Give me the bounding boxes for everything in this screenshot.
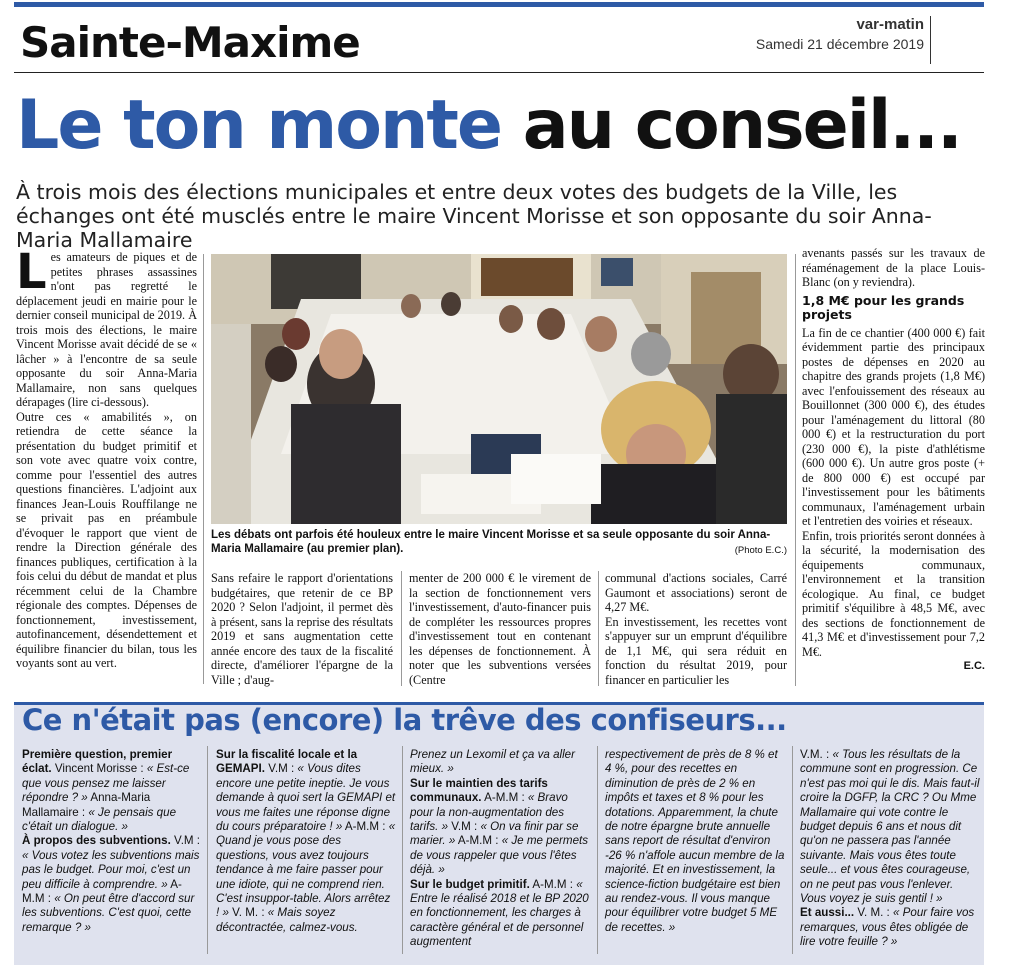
sidebar-column-4: respectivement de près de 8 % et 4 %, pour des recettes en diminution de près de 2 % en impôts et taxes et 8 % pour les dotations. Apparemment, la chute de notre épargne brute annuelle sans report de résultat d'environ -26 % n'affole aucun membre de la majorité. Et en investissement, la science-fiction budgétaire est bien au rendez-vous. Il vous manque pour équilibrer votre budget 5 ME de recettes. » xyxy=(605,748,785,934)
article-column-2 xyxy=(211,571,393,687)
photo-credit: (Photo E.C.) xyxy=(734,545,787,556)
article-column-5 xyxy=(802,246,985,674)
masthead-divider xyxy=(930,16,931,64)
column-divider xyxy=(792,746,793,954)
drop-cap: L xyxy=(16,244,47,300)
publication-date: Samedi 21 décembre 2019 xyxy=(755,36,924,52)
sidebar-column-3: Prenez un Lexomil et ça va aller mieux. » Sur le maintien des tarifs communaux. A-M.M : « Bravo pour la non-augmentation des tarifs. » V.M : « On va finir par se marier. » A-M.M : « Je me permets de vous rappeler que vous l'êtes déjà. » Sur le budget primitif. A-M.M : « Entre le réalisé 2018 et le BP 2020 en fonctionnement, les charges à caractère général et de personnel augmentent xyxy=(410,748,589,949)
column-divider xyxy=(401,571,402,686)
photo-illustration xyxy=(211,254,787,524)
photo-caption: Les débats ont parfois été houleux entre le maire Vincent Morisse et sa seule opposante du soir Anna-Maria Mallamaire (au premier plan). xyxy=(211,529,771,555)
council-meeting-photo xyxy=(211,254,787,524)
article-paragraph: En investissement, les recettes vont s'appuyer sur un emprunt d'équilibre de 1,1 M€, qui sera réduit en fonction du résultat 2019, pour financer en particulier les xyxy=(605,614,787,687)
author-signature: E.C. xyxy=(963,660,985,672)
article-paragraph: La fin de ce chantier (400 000 €) fait évidemment partie des principaux postes de dépenses en 2020 au chapitre des grands projets (1,8 M€) avec l'enfouissement des réseaux au Bouillonnet (300 000 €), des études pour l'aménagement du littoral (80 000 €) et la restructuration du port (230 000 €), la piste d'athlétisme (600 000 €). Un autre gros poste (+ de 800 000 €) est occupé par l'investissement pour les bâtiments communaux, l'aménagement urbain et l'entretien des voiries et réseaux. xyxy=(802,325,985,528)
column-divider xyxy=(597,746,598,954)
article-column-4 xyxy=(605,571,787,687)
headline xyxy=(16,86,961,165)
sidebar-title: Ce n'était pas (encore) la trêve des confiseurs... xyxy=(22,703,787,737)
sidebar-column-1: Première question, premier éclat. Vincent Morisse : « Est-ce que vous pensez me laisser répondre ? » Anna-Maria Mallamaire : « Je pensais que c'était un dialogue. » À propos des subventions. V.M : « Vous votez les subventions mais pas le budget. Pour moi, c'est un peu difficile à comprendre. » A-M.M : « On peut être d'accord sur les subventions. C'est quoi, cette remarque ? » xyxy=(22,748,201,934)
top-accent-bar xyxy=(14,2,984,7)
section-title: Sainte-Maxime xyxy=(20,18,360,67)
column-divider xyxy=(207,746,208,954)
header-rule xyxy=(14,72,984,73)
article-paragraph: Enfin, trois priorités seront données à la sécurité, la modernisation des équipements communaux, l'environnement et la transition écologique. Au final, ce budget primitif s'équilibre à 48,5 M€, avec des sections de fonctionnement de 41,3 M€ et d'investissement pour 7,2 M€. xyxy=(802,528,985,659)
newspaper-name: var-matin xyxy=(856,16,924,33)
article-paragraph: Les amateurs de piques et de petites phrases assassines n'ont pas regretté le déplacement jeudi en mairie pour le dernier conseil municipal de 2019. À trois mois des élections, le maire Vincent Morisse avait décidé de se « lâcher » à l'encontre de sa seule opposante du soir Anna-Maria Mallamaire, non sans quelques dérapages (lire ci-dessous). xyxy=(16,244,197,409)
article-paragraph: avenants passés sur les travaux de réaménagement de la place Louis-Blanc (on y reviendra). xyxy=(802,246,985,289)
sidebar-column-2: Sur la fiscalité locale et la GEMAPI. V.M : « Vous dites encore une petite ineptie. Je vous demande à quoi sert la GEMAPI et vous me faites une réponse digne du cours préparatoire ! » A-M.M : « Quand je vous pose des questions, vous avez toujours tendance à me faire passer pour une idiote, qui ne comprend rien. C'est insuppor-table. Alors arrêtez ! » V. M. : « Mais soyez décontractée, calmez-vous. xyxy=(216,748,396,934)
article-paragraph: menter de 200 000 € le virement de la section de fonctionnement vers l'investissement, d'auto-financer puis de compléter les ressources propres d'investissement tout en contenant les dépenses de fonctionnement. À noter que les subventions versées (Centre xyxy=(409,571,591,687)
standfirst: À trois mois des élections municipales et entre deux votes des budgets de la Ville, les échanges ont été musclés entre le maire Vincent Morisse et son opposante du soir Anna-Maria Mallamaire xyxy=(16,180,932,252)
sidebar-column-5: V.M. : « Tous les résultats de la commune sont en progression. Ce n'est pas moi qui le dis. Mais faut-il croire la DGFP, la CRC ? Ou Mme Mallamaire qui vote contre le budget depuis 6 ans et nous dit qu'on ne passera pas l'année suivante. Mais vous êtes toute seule... et vous êtes courageuse, on ne peut pas vous l'enlever. Vous voyez je suis gentil ! » Et aussi... V. M. : « Pour faire vos remarques, vous êtes obligée de lire votre feuille ? » xyxy=(800,748,980,949)
article-column-1 xyxy=(16,244,197,671)
article-paragraph: communal d'actions sociales, Carré Gaumont et associations) seront de 4,27 M€. xyxy=(605,571,787,614)
article-column-3 xyxy=(409,571,591,687)
headline-part2: au conseil... xyxy=(522,86,961,165)
article-paragraph: Outre ces « amabilités », on retiendra de cette séance la présentation du budget primitif et son vote avec quatre voix contre, comme pour l'essentiel des autres questions financières. L'adjoint aux finances Jean-Louis Rouffilange ne se privait pas en préambule d'évoquer le rapport que vient de rendre la Direction générale des finances publiques, certification à la fois celui du début de mandat et plus récemment celui de la Chambre régionale des comptes. Dépenses de fonctionnement, investissement, autofinancement, désendettement et équilibre financier du bilan, tous les voyants sont au vert. xyxy=(16,409,197,670)
article-paragraph: Sans refaire le rapport d'orientations budgétaires, que retenir de ce BP 2020 ? Selon l'adjoint, il permet dès à présent, sans la reprise des résultats 2019 et sans augmentation cette année encore des taux de la fiscalité directe, d'améliorer l'épargne de la Ville ; d'aug- xyxy=(211,571,393,687)
column-divider xyxy=(795,254,796,686)
column-divider xyxy=(203,254,204,684)
article-subhead: 1,8 M€ pour les grands projets xyxy=(802,292,965,322)
column-divider xyxy=(402,746,403,954)
column-divider xyxy=(598,571,599,686)
headline-part1: Le ton monte xyxy=(16,86,502,165)
